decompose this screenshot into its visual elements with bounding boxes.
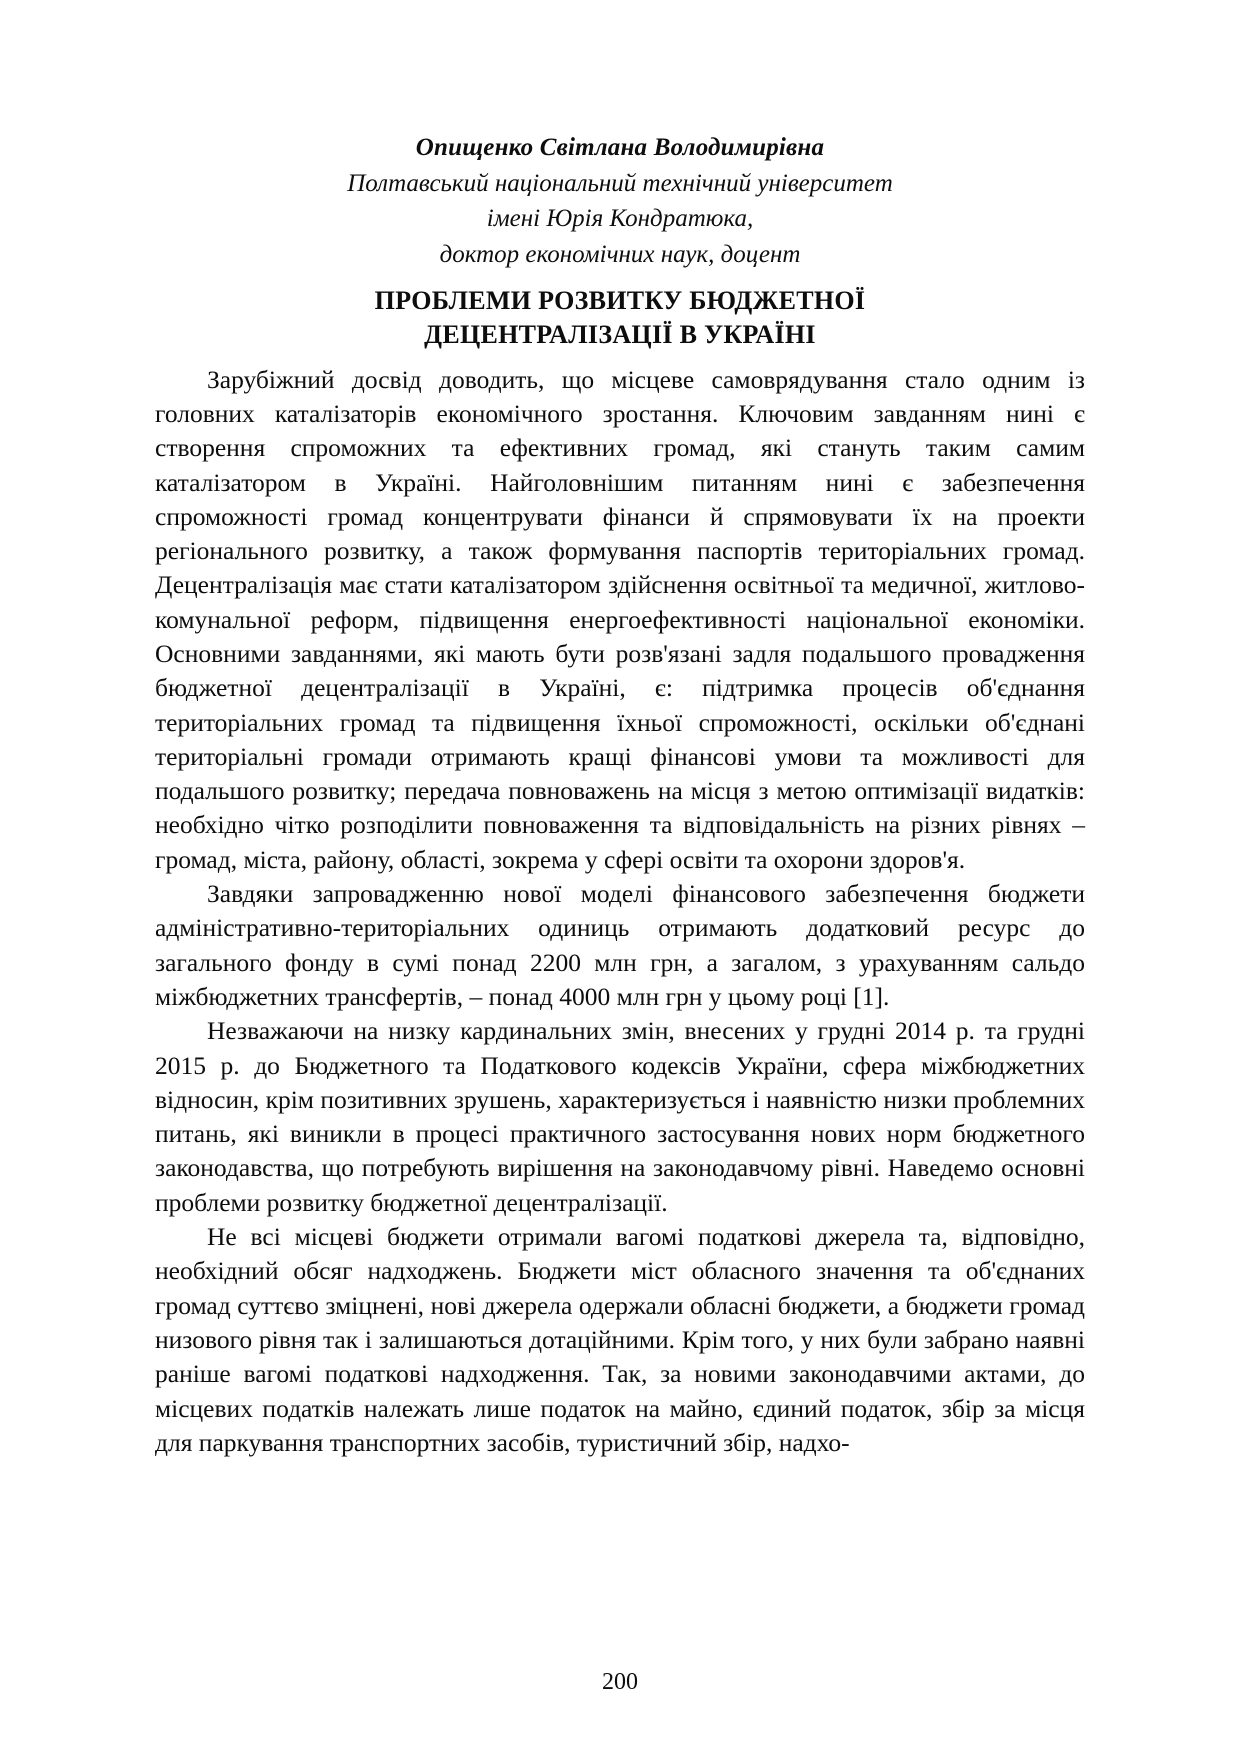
affiliation-line-1: Полтавський національний технічний університет bbox=[347, 169, 893, 197]
author-degree: доктор економічних наук, доцент bbox=[439, 240, 801, 268]
title-line-1: ПРОБЛЕМИ РОЗВИТКУ БЮДЖЕТНОЇ bbox=[374, 286, 866, 315]
page-title bbox=[155, 284, 1085, 353]
title-line-2: ДЕЦЕНТРАЛІЗАЦІЇ В УКРАЇНІ bbox=[424, 320, 816, 350]
paragraph: Зарубіжний досвід доводить, що місцеве самоврядування стало одним із головних каталізаторів економічного зростання. Ключовим завданням нині є створення спроможних та ефективних громад, які стануть таким самим каталізатором в Україні. Найголовнішим питанням нині є забезпечення спроможності громад концентрувати фінанси й спрямовувати їх на проекти регіонального розвитку, а також формування паспортів територіальних громад. Децентралізація має стати каталізатором здійснення освітньої та медичної, житлово-комунальної реформ, підвищення енергоефективності національної економіки. Основними завданнями, які мають бути розв'язані задля подальшого провадження бюджетної децентралізації в Україні, є: підтримка процесів об'єднання територіальних громад та підвищення їхньої спроможності, оскільки об'єднані територіальні громади отримають кращі фінансові умови та можливості для подальшого розвитку; передача повноважень на місця з метою оптимізації видатків: необхідно чітко розподілити повноваження та відповідальність на різних рівнях – громад, міста, району, області, зокрема у сфері освіти та охорони здоров'я. bbox=[155, 364, 1085, 874]
paragraph: Не всі місцеві бюджети отримали вагомі податкові джерела та, відповідно, необхідний обсяг надходжень. Бюджети міст обласного значення та об'єднаних громад суттєво зміцнені, нові джерела одержали обласні бюджети, а бюджети громад низового рівня так і залишаються дотаційними. Крім того, у них були забрано наявні раніше вагомі податкові надходження. Так, за новими законодавчими актами, до місцевих податків належать лише податок на майно, єдиний податок, збір за місця для паркування транспортних засобів, туристичний збір, надхо- bbox=[155, 1222, 1085, 1457]
author-block bbox=[155, 130, 1085, 272]
paragraph: Незважаючи на низку кардинальних змін, внесених у грудні 2014 р. та грудні 2015 р. до Бюджетного та Податкового кодексів України, сфера міжбюджетних відносин, крім позитивних зрушень, характеризується і наявністю низки проблемних питань, які виникли в процесі практичного застосування нових норм бюджетного законодавства, що потребують вирішення на законодавчому рівні. Наведемо основні проблеми розвитку бюджетної децентралізації. bbox=[155, 1016, 1085, 1217]
paragraph: Завдяки запровадженню нової моделі фінансового забезпечення бюджети адміністративно-територіальних одиниць отримають додатковий ресурс до загального фонду в сумі понад 2200 млн грн, а загалом, з урахуванням сальдо міжбюджетних трансфертів, – понад 4000 млн грн у цьому році [1]. bbox=[155, 879, 1085, 1011]
page-number: 200 bbox=[602, 1669, 638, 1695]
affiliation-line-2: імені Юрія Кондратюка, bbox=[486, 205, 754, 232]
author-name: Опищенко Світлана Володимирівна bbox=[415, 134, 825, 161]
body-text bbox=[155, 363, 1085, 1461]
